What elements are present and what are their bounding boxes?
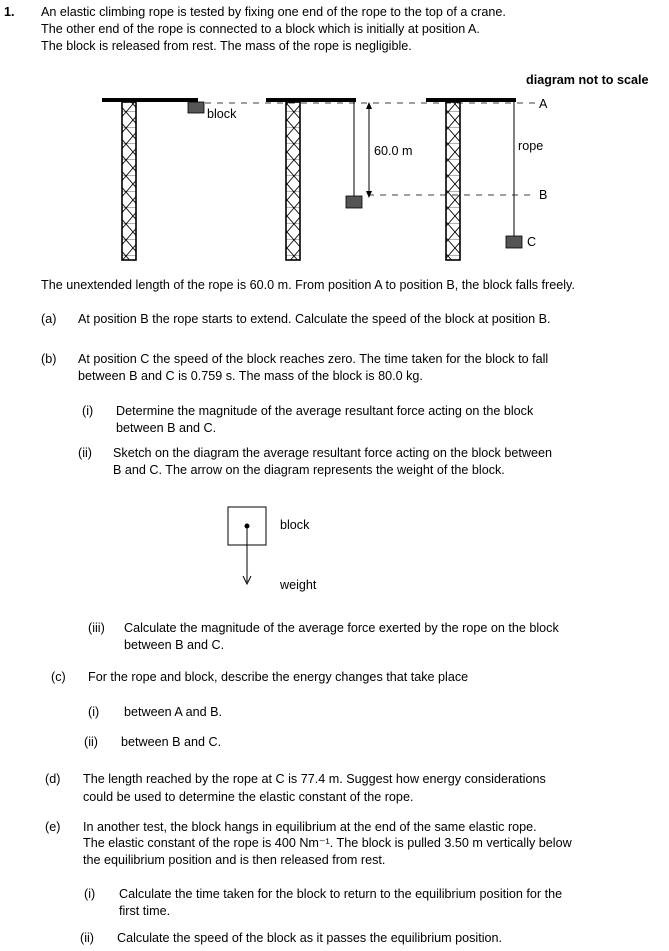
intro-line-2: The other end of the rope is connected to a block which is initially at position A. <box>41 22 480 36</box>
part-e-text-3: the equilibrium position and is then released from rest. <box>83 853 386 867</box>
length-label: 60.0 m <box>374 144 413 158</box>
part-b-label: (b) <box>41 352 57 366</box>
part-e-text-1: In another test, the block hangs in equilibrium at the end of the same elastic rope. <box>83 820 537 834</box>
part-c-text: For the rope and block, describe the energy changes that take place <box>88 670 469 684</box>
intro-line-1: An elastic climbing rope is tested by fixing one end of the rope to the top of a crane. <box>41 5 506 19</box>
part-c-ii-label: (ii) <box>84 735 98 749</box>
crane-2 <box>266 98 356 260</box>
part-a-label: (a) <box>41 312 57 326</box>
part-b-i-text-2: between B and C. <box>116 421 217 435</box>
force-block-label: block <box>280 518 310 532</box>
part-c-ii-text: between B and C. <box>121 735 222 749</box>
part-e-i-text-1: Calculate the time taken for the block to return to the equilibrium position for the <box>119 887 563 901</box>
block-at-a <box>188 102 204 113</box>
block-at-c <box>506 236 522 248</box>
crane-1 <box>102 98 198 260</box>
part-e-ii-text: Calculate the speed of the block as it passes the equilibrium position. <box>117 931 503 945</box>
part-c-label: (c) <box>51 670 66 684</box>
position-b-label: B <box>539 188 548 202</box>
part-b-i-text-1: Determine the magnitude of the average resultant force acting on the block <box>116 404 534 418</box>
part-b-ii-text-1: Sketch on the diagram the average resultant force acting on the block between <box>113 446 552 460</box>
part-e-label: (e) <box>45 820 61 834</box>
part-d-text-1: The length reached by the rope at C is 77.4 m. Suggest how energy considerations <box>83 772 546 786</box>
intro-line-3: The block is released from rest. The mass of the rope is negligible. <box>41 39 412 53</box>
force-block <box>228 507 266 545</box>
crane-3 <box>426 98 516 260</box>
part-e-ii-label: (ii) <box>80 931 94 945</box>
part-b-iii-text-2: between B and C. <box>124 638 225 652</box>
part-d-label: (d) <box>45 772 61 786</box>
diagram-note: diagram not to scale <box>526 73 649 87</box>
part-b-i-label: (i) <box>82 404 94 418</box>
position-c-label: C <box>527 235 537 249</box>
part-e-i-text-2: first time. <box>119 904 171 918</box>
centre-dot <box>245 524 250 529</box>
part-b-ii-label: (ii) <box>78 446 92 460</box>
part-c-i-label: (i) <box>88 705 100 719</box>
block-at-b <box>346 196 362 208</box>
weight-label: weight <box>280 578 317 592</box>
part-b-iii-text-1: Calculate the magnitude of the average force exerted by the rope on the block <box>124 621 559 635</box>
part-a-text: At position B the rope starts to extend. Calculate the speed of the block at position B. <box>78 312 551 326</box>
part-c-i-text: between A and B. <box>124 705 223 719</box>
rope-label: rope <box>518 139 544 153</box>
block-label: block <box>207 107 237 121</box>
position-a-label: A <box>539 97 548 111</box>
part-e-text-2: The elastic constant of the rope is 400 Nm⁻¹. The block is pulled 3.50 m vertically below <box>83 836 572 850</box>
part-d-text-2: could be used to determine the elastic constant of the rope. <box>83 790 414 804</box>
part-e-i-label: (i) <box>84 887 96 901</box>
part-b-text-2: between B and C is 0.759 s. The mass of the block is 80.0 kg. <box>78 369 423 383</box>
part-b-iii-label: (iii) <box>88 621 105 635</box>
question-number: 1. <box>4 5 15 19</box>
stem-text: The unextended length of the rope is 60.0 m. From position A to position B, the block falls freely. <box>41 278 575 292</box>
part-b-text-1: At position C the speed of the block reaches zero. The time taken for the block to fall <box>78 352 549 366</box>
part-b-ii-text-2: B and C. The arrow on the diagram represents the weight of the block. <box>113 463 505 477</box>
length-arrow <box>366 102 372 198</box>
